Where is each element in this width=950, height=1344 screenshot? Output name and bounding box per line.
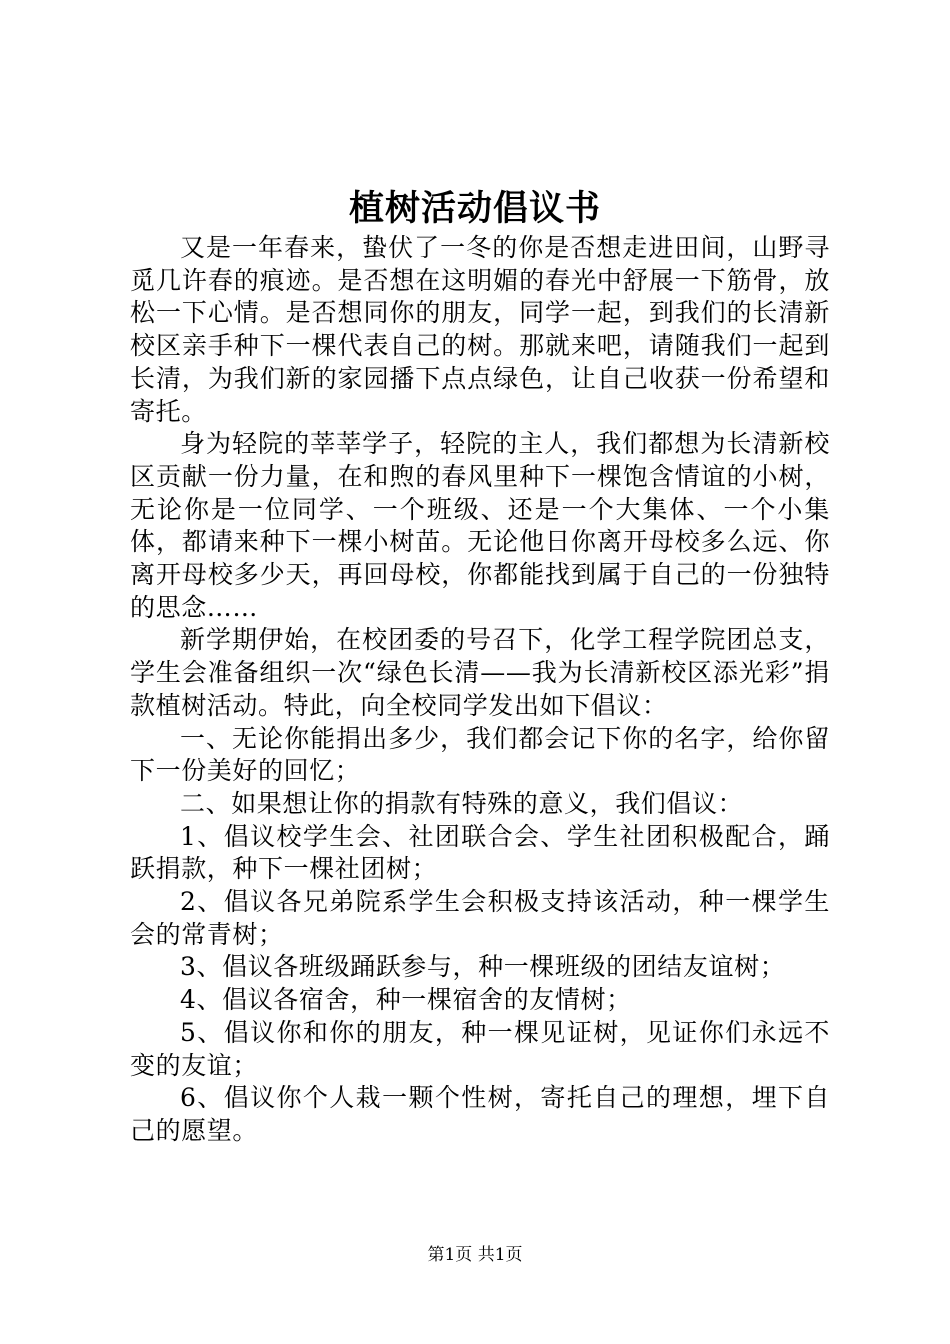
paragraph-students-contribution: 身为轻院的莘莘学子，轻院的主人，我们都想为长清新校区贡献一份力量，在和煦的春风里种下一棵饱含情谊的小树，无论你是一位同学、一个班级、还是一个大集体、一个小集体，都请来种下一棵小树苗。无论他日你离开母校多么远、你离开母校多少天，再回母校，你都能找到属于自己的一份独特的思念…… (130, 429, 830, 622)
list-item-3: 3、倡议各班级踊跃参与，种一棵班级的团结友谊树； (180, 952, 786, 982)
list-item-6: 6、倡议你个人栽一颗个性树，寄托自己的理想，埋下自己的愿望。 (130, 1083, 830, 1145)
paragraph-proposal-one: 一、无论你能捐出多少，我们都会记下你的名字，给你留下一份美好的回忆； (130, 723, 830, 786)
list-item-4: 4、倡议各宿舍，种一棵宿舍的友情树； (180, 985, 632, 1015)
page-footer: 第1页 共1页 (427, 1245, 523, 1265)
paragraph-activity-announcement: 新学期伊始，在校团委的号召下，化学工程学院团总支，学生会准备组织一次“绿色长清——我为长清新校区添光彩”捐款植树活动。特此，向全校同学发出如下倡议： (130, 625, 830, 720)
paragraph-proposal-two: 二、如果想让你的捐款有特殊的意义，我们倡议： (180, 788, 744, 818)
list-item-5: 5、倡议你和你的朋友，种一棵见证树，见证你们永远不变的友谊； (130, 1017, 830, 1080)
list-item-1: 1、倡议校学生会、社团联合会、学生社团积极配合，踊跃捐款，种下一棵社团树； (130, 821, 830, 884)
document-title: 植树活动倡议书 (348, 188, 601, 229)
document-body (130, 232, 830, 1148)
list-item-2: 2、倡议各兄弟院系学生会积极支持该活动，种一棵学生会的常青树； (130, 887, 830, 949)
paragraph-spring-intro: 又是一年春来，蛰伏了一冬的你是否想走进田间，山野寻觅几许春的痕迹。是否想在这明媚的春光中舒展一下筋骨，放松一下心情。是否想同你的朋友，同学一起，到我们的长清新校区亲手种下一棵代表自己的树。那就来吧，请随我们一起到长清，为我们新的家园播下点点绿色，让自己收获一份希望和寄托。 (130, 233, 830, 426)
